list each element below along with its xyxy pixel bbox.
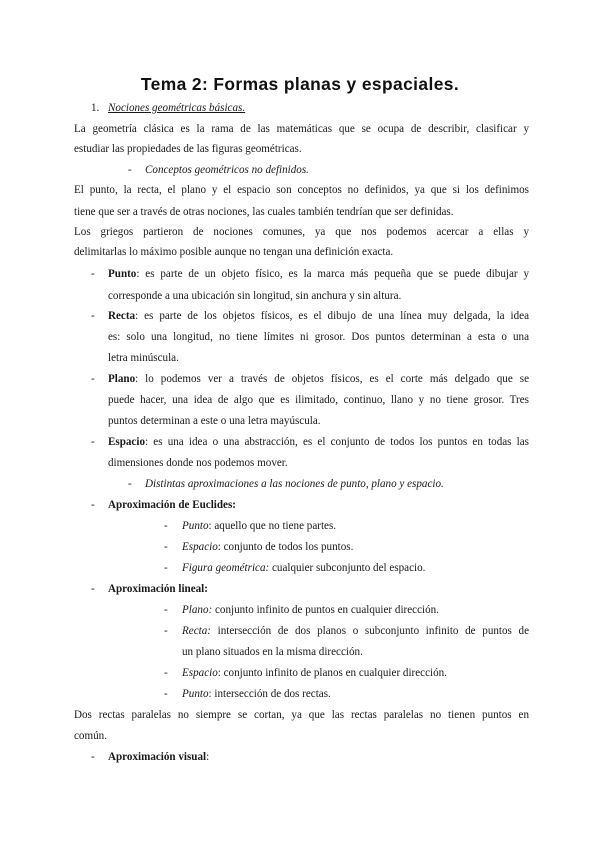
item-text: : aquello que no tiene partes. [208, 520, 337, 532]
concept-term: Espacio [108, 436, 145, 448]
dash: - [164, 520, 168, 532]
dash: - [164, 625, 168, 637]
approx-visual-heading: Aproximación visual [108, 751, 207, 763]
concept-plano-line-3: puntos determinan a este o una letra mayúscula. [108, 415, 321, 427]
item-text: : conjunto de todos los puntos. [217, 541, 354, 553]
intro-line-1: La geometría clásica es la rama de las matemáticas que se ocupa de describir, clasificar y [74, 123, 529, 135]
euclides-item [182, 519, 336, 533]
item-text: : conjunto infinito de planos en cualquier dirección. [217, 667, 447, 679]
approx-euclides-heading: Aproximación de Euclides: [108, 499, 236, 511]
approx-visual-heading-line [108, 750, 209, 764]
item-term: Figura geométrica: [182, 562, 270, 574]
dash: - [164, 688, 168, 700]
concept-text: : es una idea o una abstracción, es el conjunto de todos los puntos en todas las [145, 436, 529, 448]
para3-line-2: común. [74, 730, 107, 742]
item-text: conjunto infinito de puntos en cualquier dirección. [212, 604, 439, 616]
concept-plano-line-2: puede hacer, una idea de algo que es ilimitado, continuo, llano y no tiene grosor. Tres [108, 394, 529, 406]
dash: - [91, 373, 95, 385]
lineal-item-continuation: un plano situados en la misma dirección. [182, 646, 363, 658]
lineal-item [182, 603, 439, 617]
dash: - [164, 667, 168, 679]
concept-recta-line-2: es: solo una longitud, no tiene límites ni grosor. Dos puntos determinan a esta o una [108, 331, 529, 343]
item-term: Espacio [182, 667, 218, 679]
concept-term: Recta [108, 310, 136, 322]
para1-line-1: El punto, la recta, el plano y el espacio son conceptos no definidos, ya que si los definimos [74, 184, 529, 196]
approx-visual-colon: : [206, 751, 210, 763]
para3-line-1: Dos rectas paralelas no siempre se cortan, ya que las rectas paralelas no tienen puntos en [74, 709, 529, 721]
dash: - [91, 751, 95, 763]
dash: - [128, 478, 132, 490]
concept-espacio-line-2: dimensiones donde nos podemos mover. [108, 457, 288, 469]
concept-punto-line-1 [108, 267, 529, 281]
euclides-item [182, 561, 425, 575]
item-text: intersección de dos planos o subconjunto infinito de puntos de [210, 625, 529, 637]
subheading-approximations: Distintas aproximaciones a las nociones de punto, plano y espacio. [145, 478, 444, 490]
concept-text: : es parte de los objetos físicos, es el dibujo de una línea muy delgada, la idea [135, 310, 529, 322]
dash: - [91, 499, 95, 511]
section-heading: Nociones geométricas básicas. [108, 102, 246, 114]
item-term: Plano: [182, 604, 213, 616]
lineal-item [182, 687, 331, 701]
item-text: cualquier subconjunto del espacio. [269, 562, 426, 574]
concept-text: : lo podemos ver a través de objetos físicos, es el corte más delgado que se [135, 373, 529, 385]
dash: - [91, 268, 95, 280]
concept-text: : es parte de un objeto físico, es la marca más pequeña que se puede dibujar y [136, 268, 529, 280]
concept-term: Plano [108, 373, 136, 385]
dash: - [128, 164, 132, 176]
approx-lineal-heading: Aproximación lineal: [108, 583, 208, 595]
intro-line-2: estudiar las propiedades de las figuras geométricas. [74, 143, 302, 155]
concept-recta-line-3: letra minúscula. [108, 352, 179, 364]
concept-punto-line-2: corresponde a una ubicación sin longitud, sin anchura y sin altura. [108, 290, 402, 302]
subheading-undefined-concepts: Conceptos geométricos no definidos. [145, 164, 309, 176]
dash: - [164, 604, 168, 616]
page-title: Tema 2: Formas planas y espaciales. [140, 74, 460, 94]
item-term: Espacio [182, 541, 218, 553]
section-number: 1. [91, 102, 100, 114]
dash: - [164, 562, 168, 574]
concept-plano-line-1 [108, 372, 529, 386]
lineal-item [182, 624, 529, 638]
concept-espacio-line-1 [108, 435, 529, 449]
lineal-item [182, 666, 447, 680]
dash: - [164, 541, 168, 553]
concept-term: Punto [108, 268, 137, 280]
dash: - [91, 583, 95, 595]
item-term: Recta: [182, 625, 211, 637]
concept-recta-line-1 [108, 309, 529, 323]
dash: - [91, 310, 95, 322]
item-term: Punto [182, 520, 209, 532]
euclides-item [182, 540, 353, 554]
item-text: : intersección de dos rectas. [208, 688, 331, 700]
para1-line-2: tiene que ser a través de otras nociones, las cuales también tendrían que ser definidas. [74, 206, 454, 218]
item-term: Punto [182, 688, 209, 700]
dash: - [91, 436, 95, 448]
para2-line-2: delimitarlas lo máximo posible aunque no tengan una definición exacta. [74, 246, 394, 258]
para2-line-1: Los griegos partieron de nociones comunes, ya que nos podemos acercar a ellas y [74, 226, 529, 238]
